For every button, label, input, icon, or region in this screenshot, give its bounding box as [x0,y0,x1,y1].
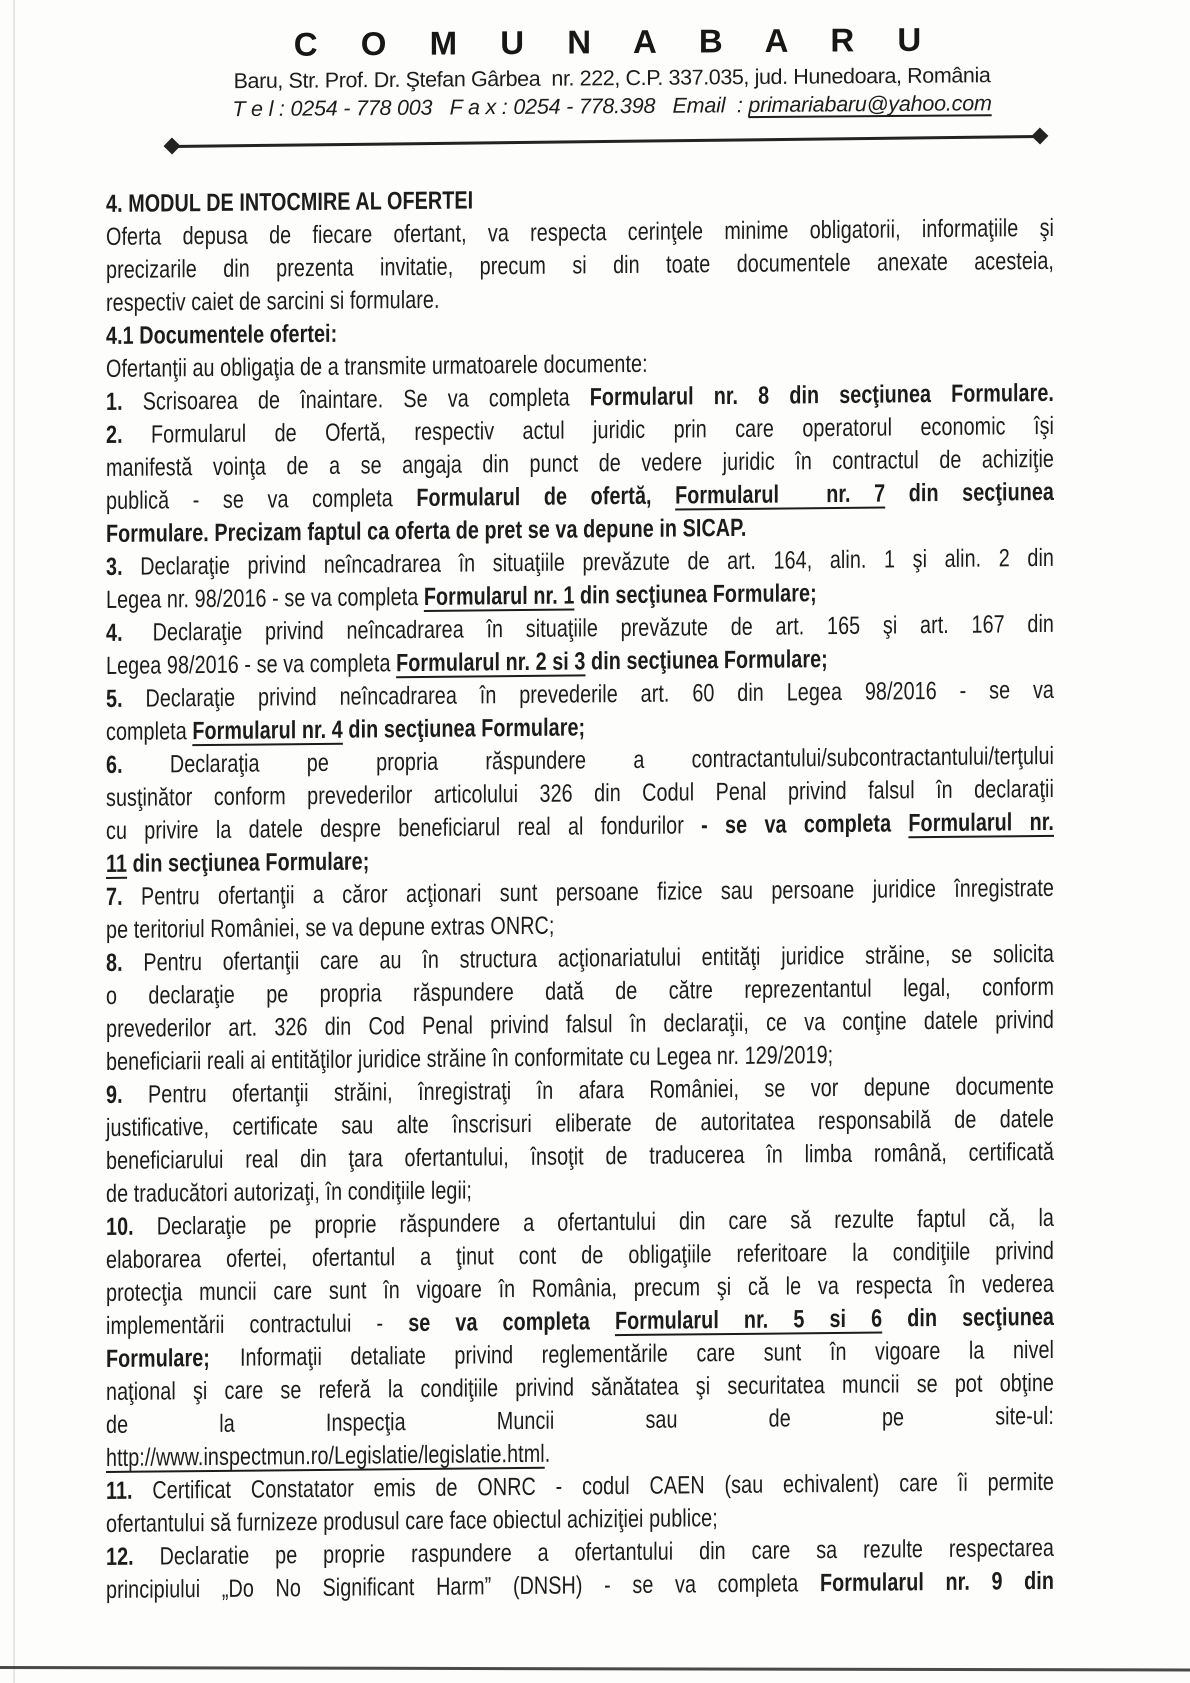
text-segment: Formulare; [106,1344,210,1373]
letterhead [0,19,1190,124]
text-segment: manifestă voinţa de a se angaja din punct de vedere juridic în contractul de achiziţie [106,444,1054,482]
text-segment: Declaraţie pe proprie răspundere a ofertantului din care să rezulte faptul că, la [133,1203,1055,1241]
text-segment: Scrisoarea de înaintare. Se va completa [122,383,590,416]
diamond-icon-right [1031,128,1048,145]
text-segment: http://www.inspectmun.ro/Legislatie/legislatie.html [106,1439,545,1472]
text-segment: 11 [106,849,128,878]
text-segment: din secţiunea [885,477,1054,508]
text-segment: justificative, certificate sau alte înscrisuri eliberate de autoritatea responsabilă de datele [106,1104,1054,1142]
text-segment: 4.1 Documentele ofertei: [106,319,338,350]
header-divider-rule [172,135,1040,148]
text-segment: Oferta depusa de fiecare ofertant, va respecta cerinţele minime obligatorii, informaţiile şi [106,213,1054,251]
text-segment: respectiv caiet de sarcini si formulare. [106,285,440,317]
text-segment: beneficiarului real din ţara ofertantului, însoţit de traducerea în limba română, certificată [106,1137,1054,1175]
text-segment: 6. [106,750,123,779]
text-segment: din secţiunea Formulare; [127,847,370,878]
text-segment: publică - se va completa [106,484,417,515]
text-segment: 10. [106,1212,134,1241]
text-segment: Pentru ofertanţii a căror acţionari sunt persoane fizice sau persoane juridice înregistrate [122,873,1054,911]
text-segment: prevederilor art. 326 din Cod Penal privind falsul în declaraţii, ce va conţine datele privind [106,1005,1054,1043]
text-segment: de traducători autorizaţi, în condiţiile legii; [106,1176,472,1208]
text-segment: 8. [106,948,123,977]
text-segment: din secţiunea Formulare; [574,579,817,610]
text-segment: Declaraţie privind neîncadrarea în prevederile art. 60 din Legea 98/2016 - se va [122,675,1054,713]
document-body [106,179,1054,1607]
text-segment: naţional şi care se referă la condiţiile privind sănătatea şi securitatea muncii se pot obţine [106,1368,1054,1406]
text-segment: beneficiarii reali ai entităţilor juridice străine în conformitate cu Legea nr. 129/2019; [106,1041,834,1076]
text-segment: 1. [106,387,123,416]
text-segment: din secţiunea [882,1302,1054,1333]
text-segment: Certificat Constatator emis de ONRC - codul CAEN (sau echivalent) care îi permite [132,1467,1054,1505]
text-segment: 4. [106,618,123,647]
org-address: Baru, Str. Prof. Dr. Ştefan Gârbea nr. 222, C.P. 337.035, jud. Hunedoara, România [233,63,991,94]
text-segment: Declaraţia pe propria răspundere a contractantului/subcontractantului/terţului [122,741,1054,779]
text-segment: Declaraţie privind neîncadrarea în situaţiile prevăzute de art. 165 şi art. 167 din [152,609,1055,647]
text-segment: pe teritoriul României, se va depune extras ONRC; [106,911,555,944]
text-segment: 7. [106,882,123,911]
text-segment: Informaţii detaliate privind reglementările care sunt în vigoare la nivel [239,1335,1054,1372]
diamond-icon-left [164,138,181,155]
text-segment: o declaraţie pe propria răspundere dată de către reprezentantul legal, conform [106,972,1054,1010]
text-segment: din secţiunea Formulare; [342,713,586,744]
text-segment: Pentru ofertanţii străini, înregistraţi în afara României, se vor depune documente [122,1071,1054,1109]
text-segment: cu privire la datele despre beneficiarul real al fondurilor [106,811,702,845]
text-segment: . [544,1439,551,1468]
text-segment: Formularul nr. 7 [675,479,886,510]
text-segment: Ofertanţii au obligaţia de a transmite urmatoarele documente: [106,349,648,383]
text-segment: 9. [106,1080,123,1109]
text-segment: 12. [106,1542,134,1571]
text-segment: 2. [106,420,123,449]
text-segment: implementării contractului - [106,1309,409,1340]
text-segment: susţinător conform prevederilor articolului 326 din Codul Penal privind falsul în declaraţii [106,774,1054,812]
text-segment: protecţia muncii care sunt în vigoare în România, precum şi că le va respecta în vederea [106,1269,1054,1307]
text-segment: Formularul nr. 4 [192,715,343,746]
text-segment: 4. MODUL DE INTOCMIRE AL OFERTEI [106,186,474,218]
text-segment: principiului „Do No Significant Harm” (DNSH) - se va completa [106,1569,820,1604]
text-segment: 3. [106,552,123,581]
text-segment: ofertantului să furnizeze produsul care face obiectul achiziţiei publice; [106,1504,718,1538]
text-segment: elaborarea ofertei, ofertantul a ţinut cont de obligaţiile referitoare la condiţiile privind [106,1236,1054,1274]
page-bottom-edge [0,1666,1190,1671]
text-segment: Declaratie pe proprie raspundere a ofertantului din care sa rezulte respectarea [133,1533,1055,1571]
text-segment: Formularul nr. [908,807,1054,838]
text-segment: de la Inspecţia Muncii sau de pe site-ul: [106,1401,1054,1439]
text-segment: Formularul nr. 5 si 6 [614,1304,883,1336]
text-segment: Legea nr. 98/2016 - se va completa [106,582,424,614]
text-segment: Declaraţie privind neîncadrarea în situaţiile prevăzute de art. 164, alin. 1 şi alin. 2 din [122,543,1054,581]
scan-edge-artifact [13,0,15,1683]
text-segment: Formulare. Precizam faptul ca oferta de pret se va depune in SICAP. [106,513,747,548]
text-segment: 11. [106,1476,133,1505]
org-name: C O M U N A B A R U [293,20,931,63]
text-segment: Legea 98/2016 - se va completa [106,649,397,680]
text-segment: Formularul nr. 2 si 3 [396,647,586,678]
text-segment: Pentru ofertanţii care au în structura acţionariatului entităţi juridice străine, se solicita [122,939,1054,977]
text-segment: Formularul nr. 1 [423,581,575,611]
text-segment: precizarile din prezenta invitatie, precum si din toate documentele anexate acesteia, [106,246,1054,284]
text-segment: - se va completa [701,809,909,840]
text-segment: 5. [106,684,123,713]
text-segment: completa [106,717,193,746]
text-segment: din secţiunea Formulare; [585,645,828,676]
text-segment: Formularul de Ofertă, respectiv actul juridic prin care operatorul economic îşi [122,411,1054,449]
email-text: primariabaru@yahoo.com [748,91,992,118]
text-segment: Formularul nr. 8 din secţiunea Formulare. [589,378,1054,412]
text-segment: Formularul de ofertă, [416,481,676,513]
text-segment: Formularul nr. 9 din [819,1566,1054,1598]
text-segment: se va completa [408,1307,615,1338]
tel-fax-text: T e l : 0254 - 778 003 F a x : 0254 - 778.398 Email : [232,93,749,122]
